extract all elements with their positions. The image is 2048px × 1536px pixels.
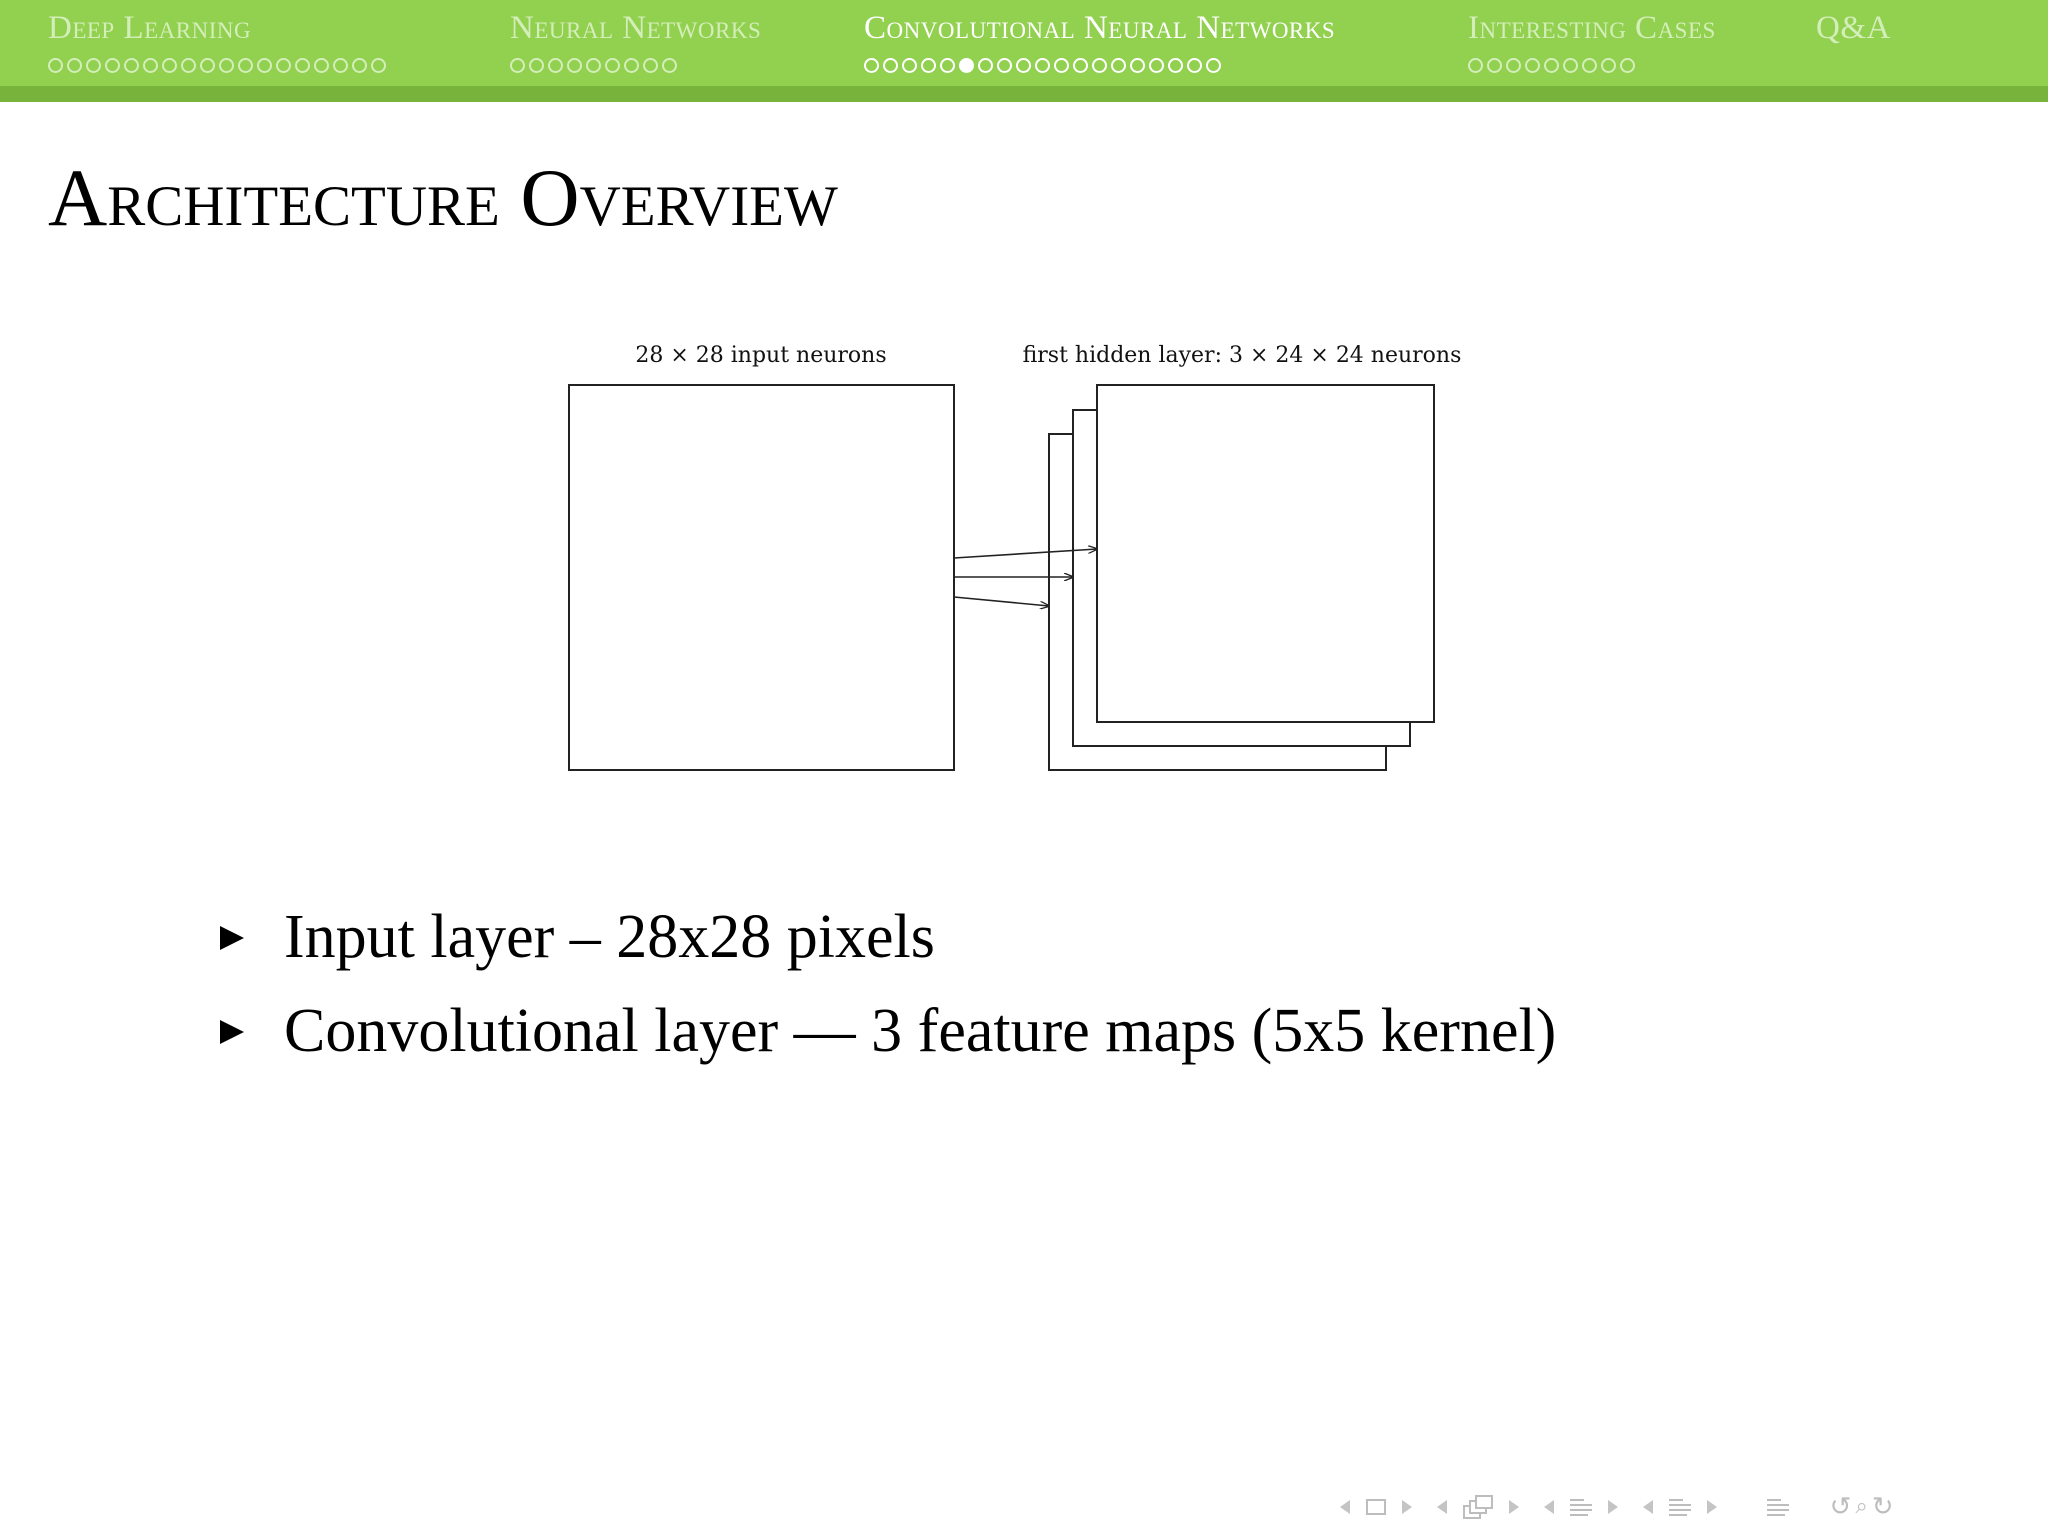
subsection-prev-icon[interactable] bbox=[1544, 1500, 1554, 1514]
page-title: Architecture Overview bbox=[48, 152, 838, 243]
slide-prev-icon[interactable] bbox=[1340, 1500, 1350, 1514]
feature-map-1 bbox=[1097, 385, 1434, 722]
nav-section-title[interactable]: Interesting Cases bbox=[1468, 10, 1716, 46]
frame-prev-icon[interactable] bbox=[1437, 1500, 1447, 1514]
beamer-navigation-symbols bbox=[1330, 1490, 1894, 1524]
input-layer-square bbox=[569, 385, 954, 770]
nav-section-title[interactable]: Deep Learning bbox=[48, 10, 252, 46]
align-icon[interactable] bbox=[1767, 1496, 1789, 1518]
frame-icon[interactable] bbox=[1463, 1495, 1493, 1519]
forward-icon[interactable]: ↻ bbox=[1871, 1492, 1894, 1522]
section-next-icon[interactable] bbox=[1707, 1500, 1717, 1514]
input-layer-label: 28 × 28 input neurons bbox=[635, 343, 887, 368]
list-item bbox=[220, 984, 1556, 1078]
section-prev-icon[interactable] bbox=[1643, 1500, 1653, 1514]
list-item bbox=[220, 890, 1556, 984]
bullet-triangle-icon bbox=[220, 926, 244, 950]
search-icon[interactable]: ⌕ bbox=[1855, 1494, 1868, 1519]
nav-section-title[interactable]: Convolutional Neural Networks bbox=[864, 10, 1336, 46]
hidden-layer-label: first hidden layer: 3 × 24 × 24 neurons bbox=[1022, 343, 1462, 368]
slide-icon[interactable] bbox=[1366, 1499, 1386, 1515]
slide-next-icon[interactable] bbox=[1402, 1500, 1412, 1514]
section-icon[interactable] bbox=[1669, 1496, 1691, 1518]
back-icon[interactable]: ↺ bbox=[1829, 1492, 1852, 1522]
nav-section-title[interactable]: Q&A bbox=[1816, 10, 1891, 46]
bullet-text: Convolutional layer — 3 feature maps (5x5 kernel) bbox=[284, 997, 1557, 1065]
subsection-next-icon[interactable] bbox=[1608, 1500, 1618, 1514]
subsection-icon[interactable] bbox=[1570, 1496, 1592, 1518]
frame-next-icon[interactable] bbox=[1509, 1500, 1519, 1514]
nav-section-title[interactable]: Neural Networks bbox=[510, 10, 762, 46]
connection-arrow-3 bbox=[954, 597, 1049, 606]
bullet-triangle-icon bbox=[220, 1020, 244, 1044]
bullet-list bbox=[220, 890, 1556, 1078]
bullet-text: Input layer – 28x28 pixels bbox=[284, 903, 935, 971]
